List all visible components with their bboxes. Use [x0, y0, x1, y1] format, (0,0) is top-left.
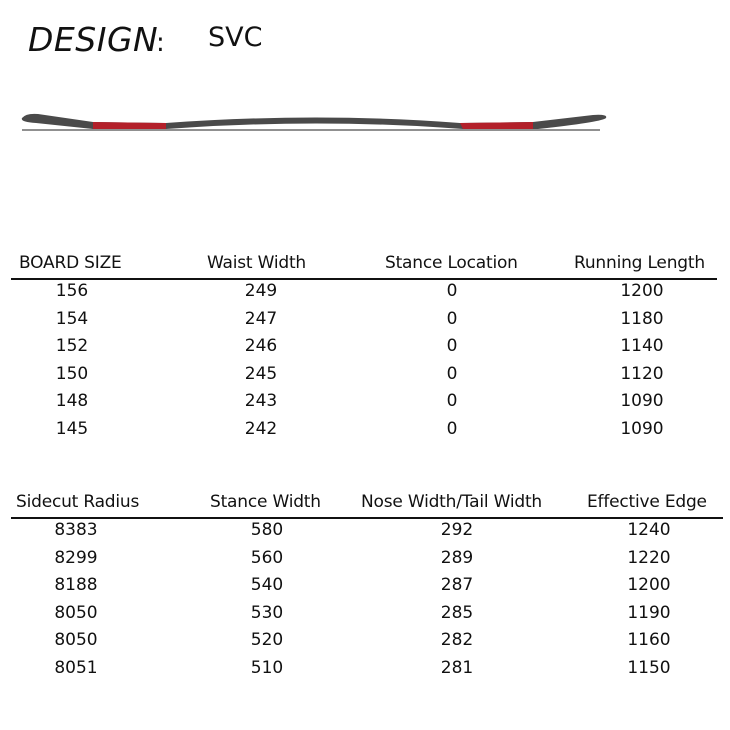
- col-header-running-length: Running Length: [574, 253, 705, 273]
- table-row: [0, 548, 730, 576]
- cell: 156: [55, 281, 89, 301]
- col-header-board-size: BOARD SIZE: [19, 253, 122, 273]
- cell: 148: [55, 391, 89, 412]
- cell: 154: [55, 308, 89, 329]
- header-rule: [11, 517, 723, 519]
- cell: 8299: [54, 547, 98, 568]
- cell: 1220: [627, 547, 671, 568]
- cell: 8383: [54, 520, 98, 540]
- cell: 152: [55, 336, 89, 357]
- cell: 1190: [627, 602, 671, 623]
- cell: 243: [244, 391, 278, 412]
- table-row: [0, 419, 730, 447]
- col-header-stance-location: Stance Location: [385, 253, 518, 273]
- cell: 1120: [620, 363, 664, 384]
- table-row: [0, 281, 730, 309]
- design-colon: :: [156, 28, 165, 58]
- cell: 530: [250, 602, 284, 623]
- cell: 0: [446, 281, 458, 301]
- cell: 1200: [620, 281, 664, 301]
- board-profile-diagram: [18, 104, 612, 140]
- specs-table-2: [0, 492, 730, 686]
- camber-zone-tail: [460, 122, 533, 129]
- cell: 0: [446, 336, 458, 357]
- col-header-waist-width: Waist Width: [207, 253, 306, 273]
- cell: 1140: [620, 336, 664, 357]
- cell: 0: [446, 418, 458, 439]
- cell: 1160: [627, 630, 671, 651]
- cell: 246: [244, 336, 278, 357]
- cell: 282: [440, 630, 474, 651]
- cell: 540: [250, 575, 284, 596]
- cell: 0: [446, 363, 458, 384]
- cell: 560: [250, 547, 284, 568]
- cell: 285: [440, 602, 474, 623]
- table-row: [0, 575, 730, 603]
- table-row: [0, 658, 730, 686]
- cell: 292: [440, 520, 474, 540]
- specs-table-1: [0, 253, 730, 447]
- col-header-effective-edge: Effective Edge: [587, 492, 707, 512]
- cell: 1200: [627, 575, 671, 596]
- cell: 1150: [627, 657, 671, 678]
- cell: 249: [244, 281, 278, 301]
- table-row: [0, 520, 730, 548]
- cell: 145: [55, 418, 89, 439]
- camber-zone-nose: [93, 122, 166, 129]
- cell: 289: [440, 547, 474, 568]
- cell: 8051: [54, 657, 98, 678]
- cell: 520: [250, 630, 284, 651]
- table-row: [0, 336, 730, 364]
- table-row: [0, 603, 730, 631]
- header-rule: [11, 278, 717, 280]
- model-name: SVC: [208, 22, 263, 53]
- table-row: [0, 364, 730, 392]
- cell: 245: [244, 363, 278, 384]
- col-header-nose-tail-width: Nose Width/Tail Width: [361, 492, 542, 512]
- cell: 242: [244, 418, 278, 439]
- cell: 0: [446, 308, 458, 329]
- cell: 1090: [620, 418, 664, 439]
- cell: 150: [55, 363, 89, 384]
- table-header: [0, 492, 730, 516]
- cell: 1180: [620, 308, 664, 329]
- cell: 0: [446, 391, 458, 412]
- design-label: DESIGN: [28, 20, 159, 59]
- col-header-sidecut-radius: Sidecut Radius: [16, 492, 140, 512]
- cell: 580: [250, 520, 284, 540]
- cell: 281: [440, 657, 474, 678]
- cell: 287: [440, 575, 474, 596]
- cell: 8188: [54, 575, 98, 596]
- table-row: [0, 309, 730, 337]
- cell: 1240: [627, 520, 671, 540]
- cell: 510: [250, 657, 284, 678]
- table-row: [0, 630, 730, 658]
- col-header-stance-width: Stance Width: [210, 492, 321, 512]
- cell: 8050: [54, 630, 98, 651]
- cell: 8050: [54, 602, 98, 623]
- table-row: [0, 391, 730, 419]
- cell: 1090: [620, 391, 664, 412]
- table-header: [0, 253, 730, 277]
- cell: 247: [244, 308, 278, 329]
